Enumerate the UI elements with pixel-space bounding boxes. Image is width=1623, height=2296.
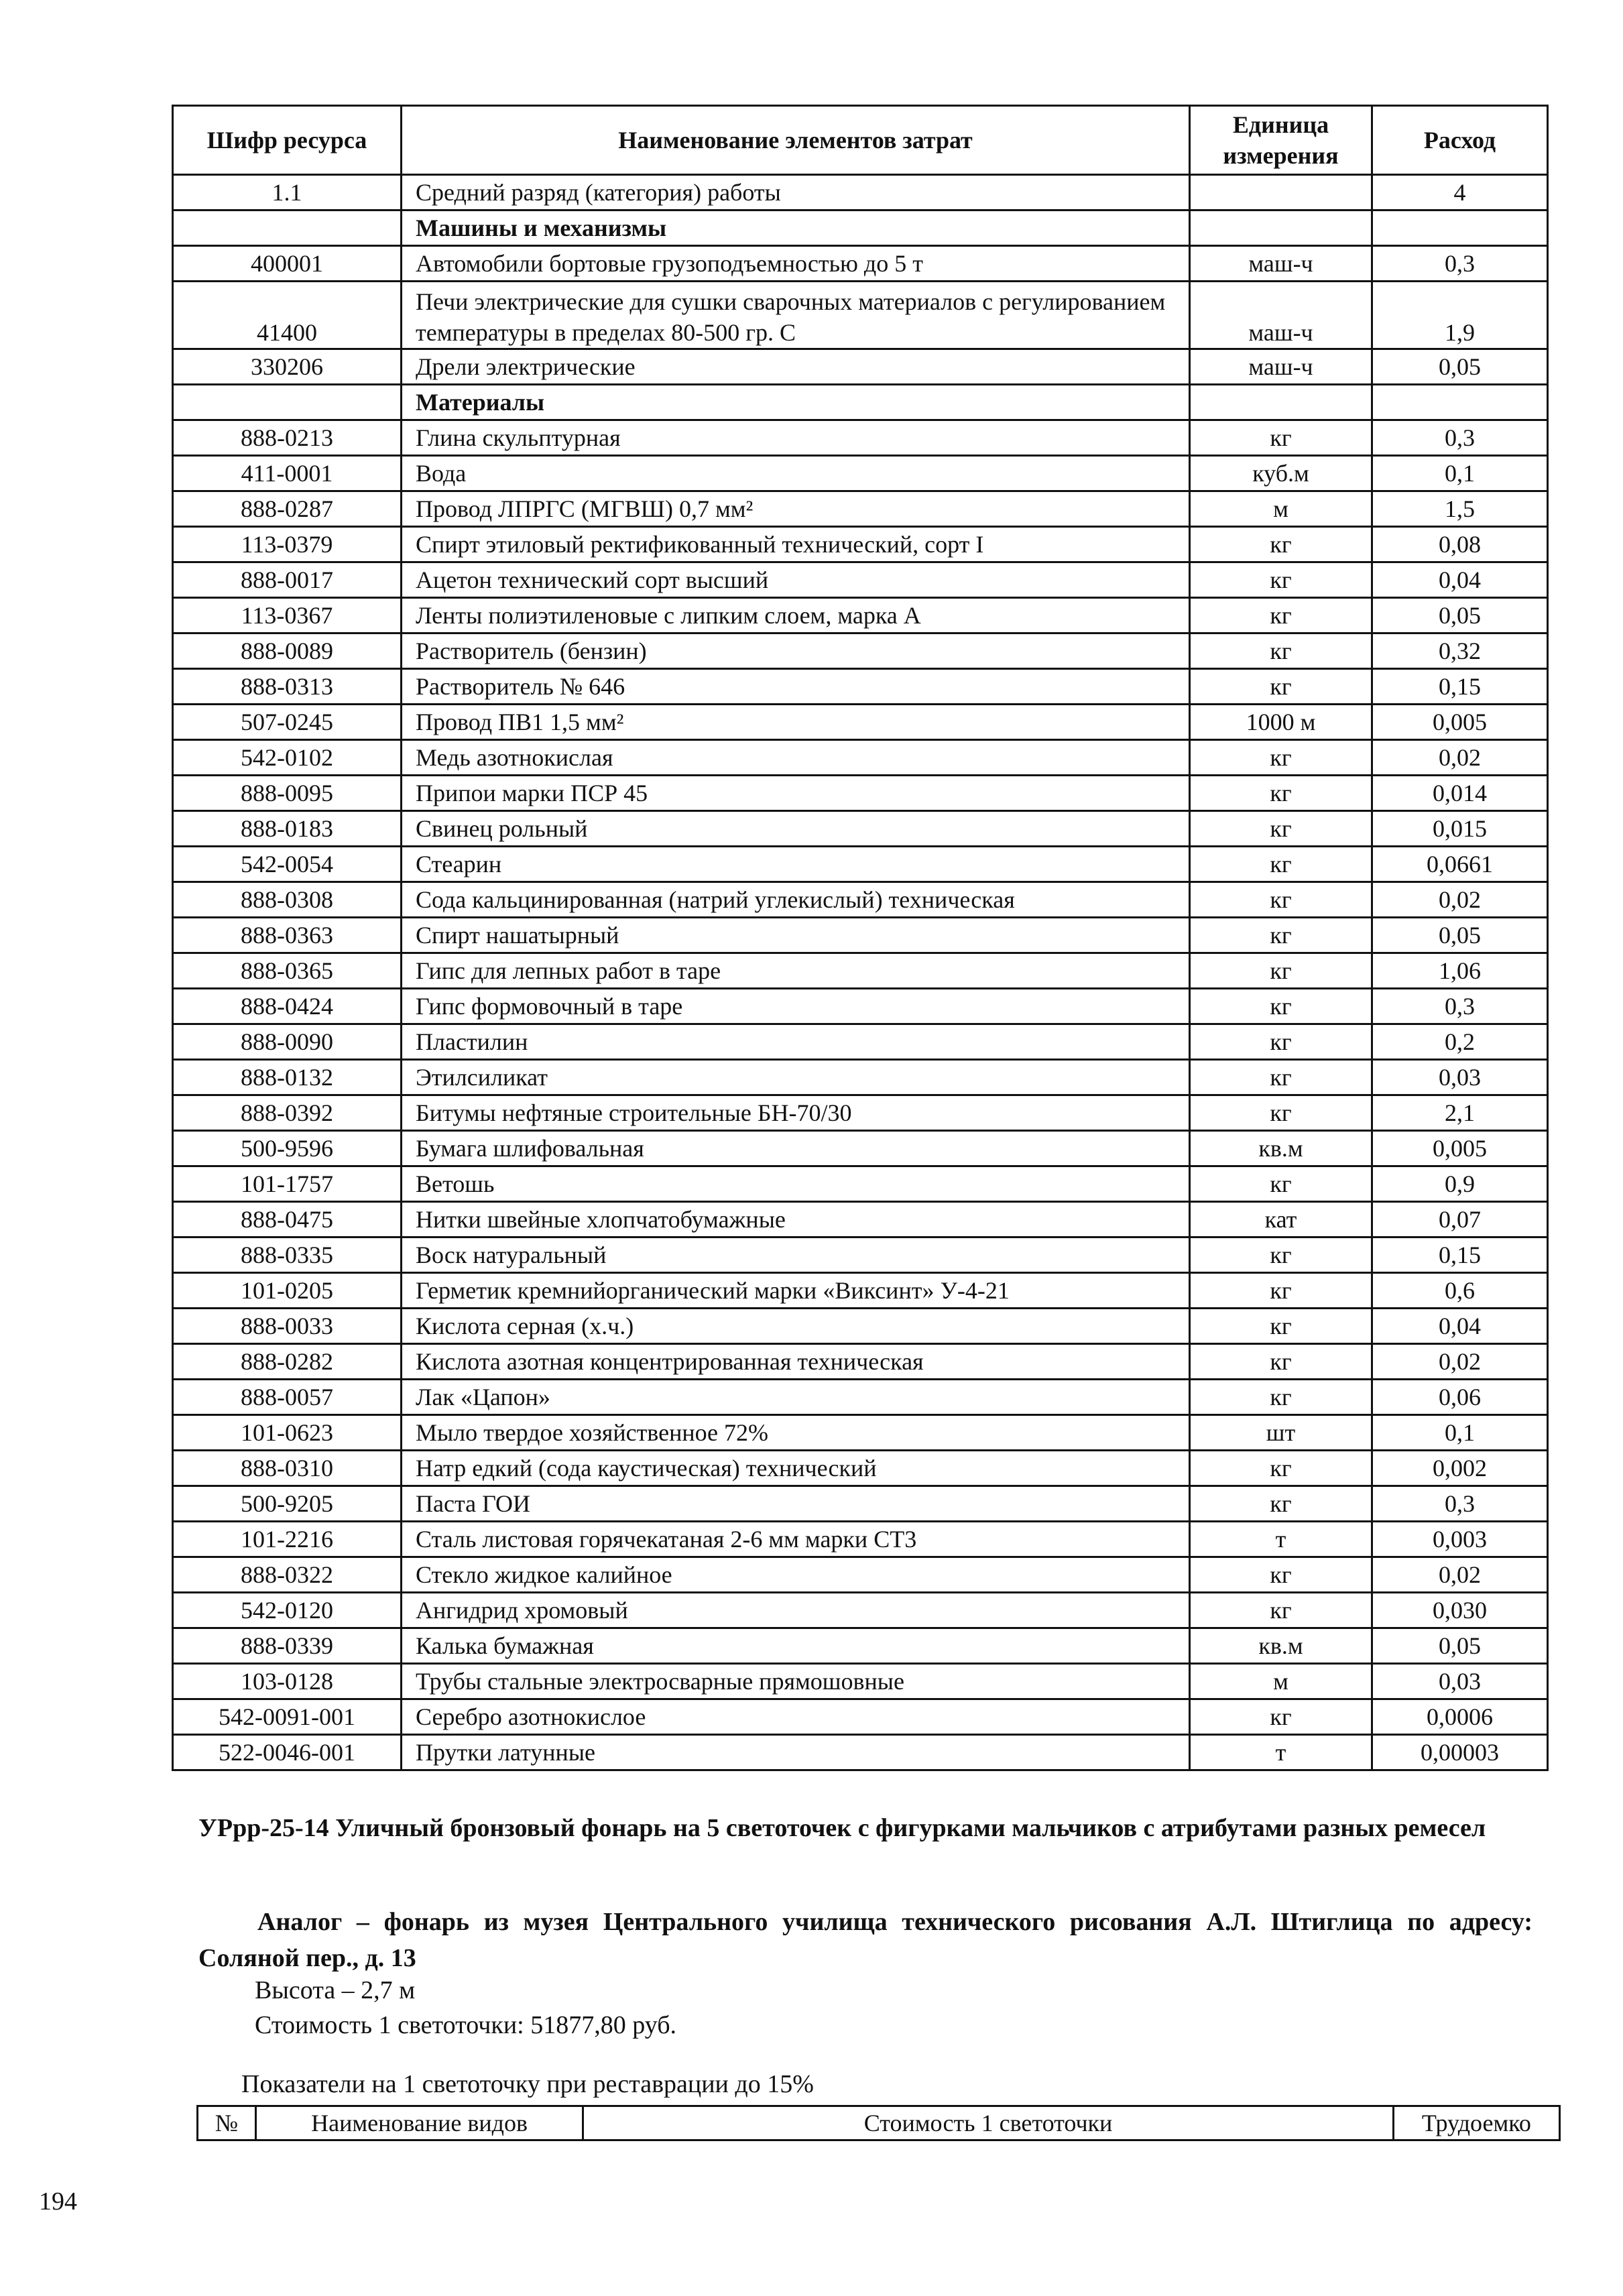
cell-value: 0,015 — [1372, 811, 1548, 847]
cell-value: 0,15 — [1372, 669, 1548, 705]
cell-unit: кг — [1190, 633, 1372, 669]
cell-value: 0,03 — [1372, 1664, 1548, 1699]
table-row — [173, 669, 1548, 705]
cell-value: 0,00003 — [1372, 1735, 1548, 1770]
cell-unit: кг — [1190, 527, 1372, 562]
cell-code: 522-0046-001 — [173, 1735, 402, 1770]
cell-name: Спирт этиловый ректификованный технический, сорт I — [402, 527, 1190, 562]
table-row — [173, 1486, 1548, 1522]
cell-value: 0,32 — [1372, 633, 1548, 669]
table-row — [173, 740, 1548, 776]
cell-unit: т — [1190, 1522, 1372, 1557]
cell-unit: кг — [1190, 847, 1372, 882]
table-header-row — [173, 106, 1548, 175]
table-row — [173, 1309, 1548, 1344]
cell-unit: кг — [1190, 811, 1372, 847]
cell-name: Ангидрид хромовый — [402, 1593, 1190, 1628]
cell-value: 0,0661 — [1372, 847, 1548, 882]
cell-unit: кг — [1190, 1024, 1372, 1060]
cell-unit — [1190, 175, 1372, 210]
cell-name: Сода кальцинированная (натрий углекислый) техническая — [402, 882, 1190, 918]
table-row — [173, 491, 1548, 527]
table-row — [173, 1237, 1548, 1273]
cell-code: 542-0054 — [173, 847, 402, 882]
cell-value: 0,1 — [1372, 456, 1548, 491]
cell-unit: кг — [1190, 1095, 1372, 1131]
cell-code: 888-0287 — [173, 491, 402, 527]
cell-code: 113-0367 — [173, 598, 402, 633]
table-row — [173, 1522, 1548, 1557]
cell-value: 0,07 — [1372, 1202, 1548, 1237]
cell-name: Ветошь — [402, 1166, 1190, 1202]
cell-value: 1,06 — [1372, 953, 1548, 989]
cell-name: Глина скульптурная — [402, 420, 1190, 456]
cell-code: 101-0205 — [173, 1273, 402, 1309]
cell-name: Материалы — [402, 385, 1190, 420]
cell-code: 500-9205 — [173, 1486, 402, 1522]
cell-name: Трубы стальные электросварные прямошовные — [402, 1664, 1190, 1699]
cell-value: 0,05 — [1372, 349, 1548, 385]
table-row — [173, 1380, 1548, 1415]
cell-code — [173, 210, 402, 246]
cell-unit: кг — [1190, 776, 1372, 811]
cell-unit: кг — [1190, 918, 1372, 953]
cell-code: 888-0057 — [173, 1380, 402, 1415]
cell-unit: кат — [1190, 1202, 1372, 1237]
cell-code: 542-0120 — [173, 1593, 402, 1628]
table-row — [173, 349, 1548, 385]
resource-table — [172, 105, 1549, 1771]
cell-name: Лак «Цапон» — [402, 1380, 1190, 1415]
cell-name: Провод ЛПРГС (МГВШ) 0,7 мм² — [402, 491, 1190, 527]
cell-name: Гипс для лепных работ в таре — [402, 953, 1190, 989]
cell-unit: кг — [1190, 1451, 1372, 1486]
cell-code: 888-0424 — [173, 989, 402, 1024]
cell-unit: кг — [1190, 740, 1372, 776]
cell-unit: т — [1190, 1735, 1372, 1770]
cell-value: 0,15 — [1372, 1237, 1548, 1273]
cell-unit: кг — [1190, 669, 1372, 705]
cell-code: 507-0245 — [173, 705, 402, 740]
cell-code: 330206 — [173, 349, 402, 385]
table-section-row — [173, 210, 1548, 246]
cell-name: Паста ГОИ — [402, 1486, 1190, 1522]
cell-value: 0,02 — [1372, 1557, 1548, 1593]
analog-paragraph: Аналог – фонарь из музея Центрального училища технического рисования А.Л. Штиглица по адресу: Соляной пер., д. 13 — [198, 1908, 1532, 1972]
table-row — [173, 776, 1548, 811]
cell-unit: кг — [1190, 420, 1372, 456]
table-row — [173, 1415, 1548, 1451]
cell-name: Калька бумажная — [402, 1628, 1190, 1664]
cell-unit: кг — [1190, 1557, 1372, 1593]
page-number: 194 — [39, 2187, 77, 2216]
cell-name: Автомобили бортовые грузоподъемностью до 5 т — [402, 246, 1190, 282]
table-row — [173, 1735, 1548, 1770]
cell-value: 0,02 — [1372, 882, 1548, 918]
cell-code: 103-0128 — [173, 1664, 402, 1699]
cell-value: 0,9 — [1372, 1166, 1548, 1202]
cell-value: 0,030 — [1372, 1593, 1548, 1628]
table-row — [173, 953, 1548, 989]
cell-name: Стеарин — [402, 847, 1190, 882]
cell-value: 0,005 — [1372, 705, 1548, 740]
cell-unit: кг — [1190, 953, 1372, 989]
cell-code: 1.1 — [173, 175, 402, 210]
cell-unit: м — [1190, 1664, 1372, 1699]
cell-unit: кг — [1190, 882, 1372, 918]
cell-unit: маш-ч — [1190, 349, 1372, 385]
header-value: Расход — [1372, 106, 1548, 175]
cell-value: 0,014 — [1372, 776, 1548, 811]
table-row — [173, 1166, 1548, 1202]
cell-name: Спирт нашатырный — [402, 918, 1190, 953]
cell-name: Мыло твердое хозяйственное 72% — [402, 1415, 1190, 1451]
table-row — [173, 1699, 1548, 1735]
cell-name: Нитки швейные хлопчатобумажные — [402, 1202, 1190, 1237]
cell-name: Печи электрические для сушки сварочных материалов с регулированием температуры в пределах 80-500 гр. С — [402, 282, 1190, 349]
cell-unit: кв.м — [1190, 1131, 1372, 1166]
cell-unit: кг — [1190, 1699, 1372, 1735]
header-code: Шифр ресурса — [173, 106, 402, 175]
cell-name: Средний разряд (категория) работы — [402, 175, 1190, 210]
cell-name: Воск натуральный — [402, 1237, 1190, 1273]
cell-value — [1372, 385, 1548, 420]
cell-code — [173, 385, 402, 420]
cell-code: 411-0001 — [173, 456, 402, 491]
col-labor-header: Трудоемко — [1421, 2110, 1531, 2136]
cell-unit: кг — [1190, 1060, 1372, 1095]
table-row — [173, 1202, 1548, 1237]
table-row — [173, 246, 1548, 282]
cell-code: 888-0475 — [173, 1202, 402, 1237]
cost-line: Стоимость 1 светоточки: 51877,80 руб. — [255, 2011, 677, 2039]
cell-name: Вода — [402, 456, 1190, 491]
cell-value: 2,1 — [1372, 1095, 1548, 1131]
cell-code: 41400 — [173, 282, 402, 349]
table-row — [173, 1060, 1548, 1095]
cell-code: 888-0392 — [173, 1095, 402, 1131]
cell-value: 0,6 — [1372, 1273, 1548, 1309]
table-row — [173, 527, 1548, 562]
cell-value: 0,04 — [1372, 1309, 1548, 1344]
table-row — [173, 456, 1548, 491]
cell-name: Медь азотнокислая — [402, 740, 1190, 776]
cell-value: 0,03 — [1372, 1060, 1548, 1095]
cell-value: 0,005 — [1372, 1131, 1548, 1166]
table-row — [173, 989, 1548, 1024]
height-line: Высота – 2,7 м — [255, 1976, 416, 2004]
cell-value: 0,05 — [1372, 598, 1548, 633]
cell-unit: маш-ч — [1190, 246, 1372, 282]
cell-unit — [1190, 385, 1372, 420]
col-name-header: Наименование видов — [257, 2107, 585, 2139]
cell-value: 0,003 — [1372, 1522, 1548, 1557]
table-row — [173, 598, 1548, 633]
cell-name: Битумы нефтяные строительные БН-70/30 — [402, 1095, 1190, 1131]
header-name: Наименование элементов затрат — [402, 106, 1190, 175]
cell-value: 0,08 — [1372, 527, 1548, 562]
cell-name: Ацетон технический сорт высший — [402, 562, 1190, 598]
cell-name: Гипс формовочный в таре — [402, 989, 1190, 1024]
cell-code: 113-0379 — [173, 527, 402, 562]
cell-value: 0,05 — [1372, 918, 1548, 953]
col-cost-header: Стоимость 1 светоточки — [584, 2107, 1394, 2139]
cell-code: 888-0282 — [173, 1344, 402, 1380]
cell-unit: кг — [1190, 562, 1372, 598]
table-row — [173, 282, 1548, 349]
cell-unit: кг — [1190, 1593, 1372, 1628]
cell-value: 0,3 — [1372, 1486, 1548, 1522]
table-row — [173, 1024, 1548, 1060]
table-row — [173, 1131, 1548, 1166]
table-body — [173, 175, 1548, 1770]
cell-code: 888-0132 — [173, 1060, 402, 1095]
cell-name: Этилсиликат — [402, 1060, 1190, 1095]
cell-code: 888-0213 — [173, 420, 402, 456]
cell-name: Пластилин — [402, 1024, 1190, 1060]
cell-value: 4 — [1372, 175, 1548, 210]
cell-unit: кг — [1190, 1486, 1372, 1522]
cell-unit: м — [1190, 491, 1372, 527]
cell-value: 0,3 — [1372, 420, 1548, 456]
cell-name: Бумага шлифовальная — [402, 1131, 1190, 1166]
cell-name: Свинец рольный — [402, 811, 1190, 847]
cell-name: Кислота азотная концентрированная техническая — [402, 1344, 1190, 1380]
indicators-caption: Показатели на 1 светоточку при реставрации до 15% — [241, 2070, 814, 2098]
cell-unit: кг — [1190, 1380, 1372, 1415]
cell-unit: кв.м — [1190, 1628, 1372, 1664]
cell-name: Натр едкий (сода каустическая) технический — [402, 1451, 1190, 1486]
cell-unit: кг — [1190, 1166, 1372, 1202]
cell-name: Ленты полиэтиленовые с липким слоем, марка А — [402, 598, 1190, 633]
cell-code: 888-0313 — [173, 669, 402, 705]
cell-code: 888-0090 — [173, 1024, 402, 1060]
cell-value: 0,02 — [1372, 1344, 1548, 1380]
cell-unit — [1190, 210, 1372, 246]
cell-unit: кг — [1190, 989, 1372, 1024]
cell-name: Герметик кремнийорганический марки «Виксинт» У-4-21 — [402, 1273, 1190, 1309]
cell-code: 888-0363 — [173, 918, 402, 953]
cell-value: 0,1 — [1372, 1415, 1548, 1451]
cell-code: 542-0102 — [173, 740, 402, 776]
cell-name: Растворитель № 646 — [402, 669, 1190, 705]
cell-unit: кг — [1190, 1237, 1372, 1273]
cell-name: Серебро азотнокислое — [402, 1699, 1190, 1735]
table-row — [173, 1273, 1548, 1309]
cell-value: 0,002 — [1372, 1451, 1548, 1486]
cell-value: 0,06 — [1372, 1380, 1548, 1415]
cell-value: 0,0006 — [1372, 1699, 1548, 1735]
cell-code: 888-0089 — [173, 633, 402, 669]
table-row — [173, 882, 1548, 918]
section-title: УРрр-25-14 Уличный бронзовый фонарь на 5 светоточек с фигурками мальчиков с атрибутами разных ремесел — [198, 1814, 1486, 1842]
cell-name: Прутки латунные — [402, 1735, 1190, 1770]
table-row — [173, 705, 1548, 740]
cell-value: 1,5 — [1372, 491, 1548, 527]
cell-name: Провод ПВ1 1,5 мм² — [402, 705, 1190, 740]
cell-unit: кг — [1190, 1344, 1372, 1380]
cell-code: 101-2216 — [173, 1522, 402, 1557]
table-row — [173, 847, 1548, 882]
table-row — [173, 1628, 1548, 1664]
cell-name: Кислота серная (х.ч.) — [402, 1309, 1190, 1344]
table-row — [173, 811, 1548, 847]
cell-unit: маш-ч — [1190, 282, 1372, 349]
indicators-table-header — [196, 2105, 1561, 2141]
cell-code: 888-0310 — [173, 1451, 402, 1486]
cell-name: Сталь листовая горячекатаная 2-6 мм марки СТ3 — [402, 1522, 1190, 1557]
cell-value: 0,02 — [1372, 740, 1548, 776]
cell-name: Припои марки ПСР 45 — [402, 776, 1190, 811]
cell-code: 888-0322 — [173, 1557, 402, 1593]
cell-code: 101-0623 — [173, 1415, 402, 1451]
table-row — [173, 562, 1548, 598]
cell-unit: кг — [1190, 1309, 1372, 1344]
table-row — [173, 420, 1548, 456]
table-row — [173, 633, 1548, 669]
table-row — [173, 1664, 1548, 1699]
table-section-row — [173, 385, 1548, 420]
cell-code: 101-1757 — [173, 1166, 402, 1202]
cell-code: 500-9596 — [173, 1131, 402, 1166]
cell-value — [1372, 210, 1548, 246]
cell-unit: кг — [1190, 598, 1372, 633]
header-unit: Единица измерения — [1190, 106, 1372, 175]
table-row — [173, 1593, 1548, 1628]
cell-code: 888-0033 — [173, 1309, 402, 1344]
cell-unit: 1000 м — [1190, 705, 1372, 740]
table-row — [173, 1095, 1548, 1131]
cell-code: 888-0339 — [173, 1628, 402, 1664]
cell-code: 400001 — [173, 246, 402, 282]
cell-value: 0,3 — [1372, 246, 1548, 282]
cell-code: 888-0365 — [173, 953, 402, 989]
cell-value: 0,2 — [1372, 1024, 1548, 1060]
cell-code: 888-0017 — [173, 562, 402, 598]
table-row — [173, 1557, 1548, 1593]
cell-value: 0,3 — [1372, 989, 1548, 1024]
cell-unit: кг — [1190, 1273, 1372, 1309]
cell-code: 888-0095 — [173, 776, 402, 811]
cell-unit: шт — [1190, 1415, 1372, 1451]
cell-name: Машины и механизмы — [402, 210, 1190, 246]
table-row — [173, 918, 1548, 953]
cell-code: 888-0335 — [173, 1237, 402, 1273]
cell-code: 888-0183 — [173, 811, 402, 847]
cell-name: Дрели электрические — [402, 349, 1190, 385]
table-row — [173, 1344, 1548, 1380]
cell-code: 542-0091-001 — [173, 1699, 402, 1735]
cell-name: Растворитель (бензин) — [402, 633, 1190, 669]
cell-value: 1,9 — [1372, 282, 1548, 349]
cell-value: 0,05 — [1372, 1628, 1548, 1664]
table-row — [173, 1451, 1548, 1486]
cell-unit: куб.м — [1190, 456, 1372, 491]
cell-code: 888-0308 — [173, 882, 402, 918]
col-number-header: № — [198, 2107, 257, 2139]
cell-name: Стекло жидкое калийное — [402, 1557, 1190, 1593]
table-row — [173, 175, 1548, 210]
cell-value: 0,04 — [1372, 562, 1548, 598]
